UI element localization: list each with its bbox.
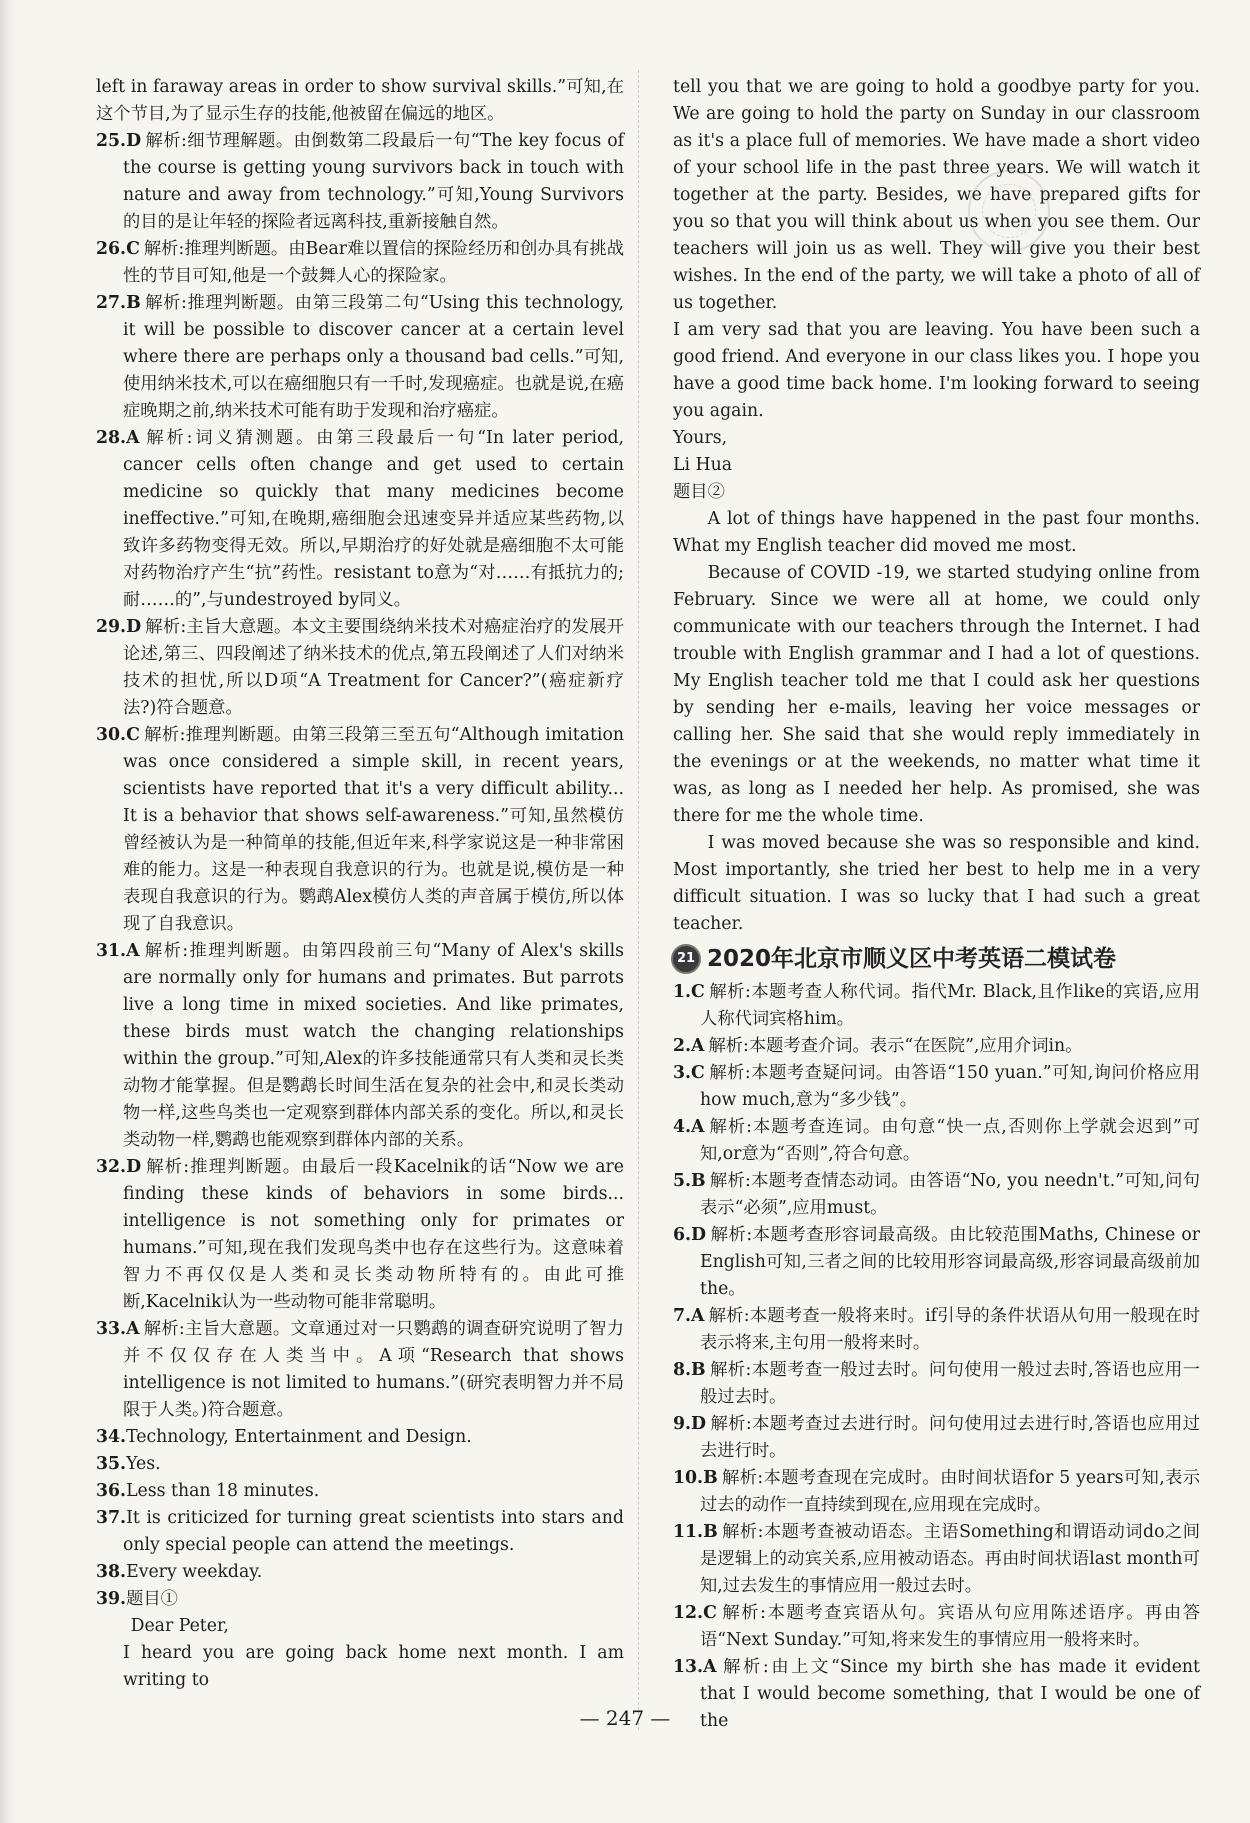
answer-explanation: Yes.	[126, 1454, 161, 1474]
answer-item	[673, 1222, 1200, 1303]
answer-item	[673, 979, 1200, 1033]
question-number: 29.	[96, 617, 127, 637]
answer-choice: C	[691, 1063, 705, 1083]
question-number: 34.	[96, 1427, 127, 1447]
answer-item	[96, 1559, 624, 1586]
letter-salutation: Dear Peter,	[130, 1616, 229, 1636]
answer-choice: A	[126, 941, 140, 961]
left-column	[96, 74, 624, 1694]
answer-explanation: 解析:本题考查过去进行时。问句使用过去进行时,答语也应用过去进行时。	[700, 1414, 1200, 1461]
answer-item	[96, 1586, 624, 1613]
answer-choice: B	[703, 1522, 718, 1542]
answer-choice: C	[126, 725, 140, 745]
answer-choice: D	[126, 1157, 142, 1177]
answer-explanation: 解析:本题考查人称代词。指代Mr. Black,且作like的宾语,应用人称代词宾格him。	[700, 982, 1200, 1029]
answer-explanation: 解析:主旨大意题。本文主要围绕纳米技术对癌症治疗的发展开论述,第三、四段阐述了纳米技术的优点,第五段阐述了人们对纳米技术的担忧,所以D项“A Treatment for Cancer?”(癌症新疗法?)符合题意。	[123, 617, 624, 718]
question-number: 3.	[673, 1063, 692, 1083]
answer-item	[96, 1451, 624, 1478]
question-number: 28.	[96, 428, 127, 448]
essay-paragraph: A lot of things have happened in the past four months. What my English teacher did moved me most.	[673, 509, 1200, 556]
answer-explanation: 解析:本题考查一般过去时。问句使用一般过去时,答语也应用一般过去时。	[700, 1360, 1200, 1407]
answer-explanation: 解析:本题考查连词。由句意“快一点,否则你上学就会迟到”可知,or意为“否则”,符合句意。	[700, 1117, 1200, 1164]
question-number: 12.	[673, 1603, 704, 1623]
answer-item	[96, 74, 624, 128]
question-number: 26.	[96, 239, 127, 259]
answer-choice: B	[691, 1360, 706, 1380]
question-number: 36.	[96, 1481, 127, 1501]
answer-item	[673, 1600, 1200, 1654]
letter-closing: Yours,	[673, 428, 728, 448]
column-divider	[638, 70, 640, 1730]
answer-explanation: 解析:由上文“Since my birth she has made it evident that I would become something, that I would be one of the	[700, 1657, 1200, 1731]
answer-explanation: 解析:推理判断题。由第四段前三句“Many of Alex's skills are normally only for humans and primates. But parrots live a long time in mixed societies. And like primates, these birds must watch the changing relationships within the group.”可知,Alex的许多技能通常只有人类和灵长类动物才能掌握。但是鹦鹉长时间生活在复杂的社会中,和灵长类动物一样,这些鸟类也一定观察到群体内部关系的变化。所以,和灵长类动物一样,鹦鹉也能观察到群体内部的关系。	[123, 941, 624, 1150]
answer-item	[96, 1154, 624, 1316]
answer-explanation: 解析:本题考查现在完成时。由时间状语for 5 years可知,表示过去的动作一直持续到现在,应用现在完成时。	[700, 1468, 1200, 1515]
answer-explanation: 解析:推理判断题。由第三段第二句“Using this technology, it will be possible to discover cancer at a certain level where there are perhaps only a thousand bad cells.”可知,使用纳米技术,可以在癌细胞只有一千时,发现癌症。也就是说,在癌症晚期之前,纳米技术可能有助于发现和治疗癌症。	[123, 293, 624, 421]
question-number: 33.	[96, 1319, 127, 1339]
answer-item	[673, 1465, 1200, 1519]
answer-choice: D	[691, 1414, 707, 1434]
essay-paragraph: I was moved because she was so responsible and kind. Most importantly, she tried her best to help me in a very difficult situation. I was so lucky that I had such a great teacher.	[673, 833, 1200, 934]
question-number: 30.	[96, 725, 127, 745]
question-number: 32.	[96, 1157, 127, 1177]
question-number: 37.	[96, 1508, 127, 1528]
essay-paragraph: Because of COVID -19, we started studying online from February. Since we were all at home, we could only communicate with our teachers through the Internet. I had trouble with English grammar and I had a lot of questions. My English teacher told me that I could ask her questions by sending her e-mails, leaving her voice messages or calling her. She said that she would reply immediately in the evenings or at the weekends, no matter what time it was, as long as I needed her help. As promised, she was there for me the whole time.	[673, 563, 1200, 826]
answer-explanation: Technology, Entertainment and Design.	[126, 1427, 472, 1447]
answer-explanation: 解析:本题考查形容词最高级。由比较范围Maths, Chinese or English可知,三者之间的比较用形容词最高级,形容词最高级前加the。	[700, 1225, 1200, 1299]
answer-item	[96, 128, 624, 236]
question-number: 7.	[673, 1306, 692, 1326]
answer-choice: A	[691, 1117, 705, 1137]
answer-item	[673, 1411, 1200, 1465]
answer-item	[96, 722, 624, 938]
answer-choice: C	[126, 239, 140, 259]
answer-choice: B	[703, 1468, 718, 1488]
answer-choice: C	[691, 982, 705, 1002]
answer-item	[673, 1168, 1200, 1222]
essay-label: 题目②	[673, 482, 725, 502]
question-number: 35.	[96, 1454, 127, 1474]
answer-explanation: 解析:推理判断题。由第三段第三至五句“Although imitation was once considered a simple skill, in recent years, scientists have reported that it's a very difficult ability... It is a behavior that shows self-awareness.”可知,虽然模仿曾经被认为是一种简单的技能,但近年来,科学家说这是一种非常困难的能力。这是一种表现自我意识的行为。也就是说,模仿是一种表现自我意识的行为。鹦鹉Alex模仿人类的声音属于模仿,所以体现了自我意识。	[123, 725, 624, 934]
answer-explanation: It is criticized for turning great scientists into stars and only special people can attend the meetings.	[123, 1508, 624, 1555]
answer-choice: A	[691, 1306, 705, 1326]
answer-choice: D	[126, 131, 142, 151]
question-number: 27.	[96, 293, 127, 313]
essay-two	[673, 479, 1200, 938]
section-title: 2020年北京市顺义区中考英语二模试卷	[707, 946, 1117, 972]
answer-item	[673, 1519, 1200, 1600]
answer-explanation: Every weekday.	[126, 1562, 263, 1582]
answer-explanation: 解析:本题考查一般将来时。if引导的条件状语从句用一般现在时表示将来,主句用一般将来时。	[700, 1306, 1200, 1353]
question-number: 10.	[673, 1468, 704, 1488]
answer-item	[673, 1033, 1200, 1060]
letter-signature: Li Hua	[673, 455, 732, 475]
answer-item	[96, 425, 624, 614]
question-number: 13.	[673, 1657, 704, 1677]
question-number: 8.	[673, 1360, 692, 1380]
answer-explanation: left in faraway areas in order to show survival skills.”可知,在这个节目,为了显示生存的技能,他被留在偏远的地区。	[96, 77, 624, 124]
answer-choice: D	[126, 617, 142, 637]
answer-explanation: 解析:主旨大意题。文章通过对一只鹦鹉的调查研究说明了智力并不仅仅存在人类当中。A项“Research that shows intelligence is not limited to humans.”(研究表明智力并不局限于人类。)符合题意。	[123, 1319, 624, 1420]
answer-explanation: 解析:细节理解题。由倒数第二段最后一句“The key focus of the course is getting young survivors back in touch with nature and away from technology.”可知,Young Survivors的目的是让年轻的探险者远离科技,重新接触自然。	[123, 131, 624, 232]
answer-item	[96, 614, 624, 722]
answer-explanation: 解析:本题考查疑问词。由答语“150 yuan.”可知,询问价格应用how much,意为“多少钱”。	[700, 1063, 1200, 1110]
answer-item	[96, 290, 624, 425]
question-number: 25.	[96, 131, 127, 151]
answer-choice: B	[126, 293, 141, 313]
answer-choice: A	[126, 428, 140, 448]
answer-explanation: 解析:推理判断题。由Bear难以置信的探险经历和创办具有挑战性的节目可知,他是一个鼓舞人心的探险家。	[123, 239, 624, 286]
answer-item	[673, 1060, 1200, 1114]
page-number: — 247 —	[579, 1706, 671, 1730]
question-number: 1.	[673, 982, 692, 1002]
answer-explanation: 解析:本题考查被动语态。主语Something和谓语动词do之间是逻辑上的动宾关系,应用被动语态。再由时间状语last month可知,过去发生的事情应用一般过去时。	[700, 1522, 1200, 1596]
letter-opening: I heard you are going back home next month. I am writing to	[123, 1643, 624, 1690]
question-number: 38.	[96, 1562, 127, 1582]
answer-item	[96, 1505, 624, 1559]
question-number: 5.	[673, 1171, 692, 1191]
answer-explanation: Less than 18 minutes.	[126, 1481, 320, 1501]
answer-choice: C	[703, 1603, 717, 1623]
answer-explanation: 题目①	[126, 1589, 178, 1609]
question-number: 2.	[673, 1036, 692, 1056]
question-number: 9.	[673, 1414, 692, 1434]
question-number: 11.	[673, 1522, 704, 1542]
answer-explanation: 解析:本题考查宾语从句。宾语从句应用陈述语序。再由答语“Next Sunday.”可知,将来发生的事情应用一般将来时。	[700, 1603, 1200, 1650]
answer-explanation: 解析:本题考查情态动词。由答语“No, you needn't.”可知,问句表示“必须”,应用must。	[700, 1171, 1200, 1218]
answer-choice: A	[703, 1657, 717, 1677]
section-number-badge: 21	[671, 944, 701, 974]
answer-item	[673, 1114, 1200, 1168]
letter-body-paragraph: tell you that we are going to hold a goodbye party for you. We are going to hold the party on Sunday in our classroom as it's a place full of memories. We have made a short video of your school life in the past three years. We will watch it together at the party. Besides, we have prepared gifts for you so that you will think about us when you see them. Our teachers will join us as well. They will give you their best wishes. In the end of the party, we will take a photo of all of us together.	[673, 77, 1200, 313]
answer-list	[673, 979, 1200, 1735]
page-edge-shadow	[0, 0, 14, 1823]
answer-item	[96, 938, 624, 1154]
answer-choice: A	[691, 1036, 705, 1056]
right-column	[673, 74, 1200, 1735]
letter-body-paragraph: I am very sad that you are leaving. You have been such a good friend. And everyone in our class likes you. I hope you have a good time back home. I'm looking forward to seeing you again.	[673, 320, 1200, 421]
section-heading	[671, 941, 1200, 977]
answer-choice: A	[126, 1319, 140, 1339]
answer-item	[673, 1357, 1200, 1411]
answer-explanation: 解析:推理判断题。由最后一段Kacelnik的话“Now we are finding these kinds of behaviors in some birds... intelligence is not something only for primates or humans.”可知,现在我们发现鸟类中也存在这些行为。这意味着智力不再仅仅是人类和灵长类动物所特有的。由此可推断,Kacelnik认为一些动物可能非常聪明。	[123, 1157, 624, 1312]
question-number: 39.	[96, 1589, 127, 1609]
answer-explanation: 解析:词义猜测题。由第三段最后一句“In later period, cancer cells often change and get used to certain medicine so quickly that many medicines become ineffective.”可知,在晚期,癌细胞会迅速变异并适应某些药物,以致许多药物变得无效。所以,早期治疗的好处就是癌细胞不太可能对药物治疗产生“抗”药性。resistant to意为“对……有抵抗力的;耐……的”,与undestroyed by同义。	[123, 428, 624, 610]
question-number: 4.	[673, 1117, 692, 1137]
answer-explanation: 解析:本题考查介词。表示“在医院”,应用介词in。	[708, 1036, 1083, 1056]
answer-item	[96, 236, 624, 290]
answer-item	[96, 1424, 624, 1451]
answer-item	[673, 1303, 1200, 1357]
question-number: 6.	[673, 1225, 692, 1245]
answer-item	[96, 1478, 624, 1505]
question-number: 31.	[96, 941, 127, 961]
letter-continuation	[673, 74, 1200, 479]
answer-item	[96, 1316, 624, 1424]
answer-choice: D	[691, 1225, 707, 1245]
answer-choice: B	[691, 1171, 706, 1191]
